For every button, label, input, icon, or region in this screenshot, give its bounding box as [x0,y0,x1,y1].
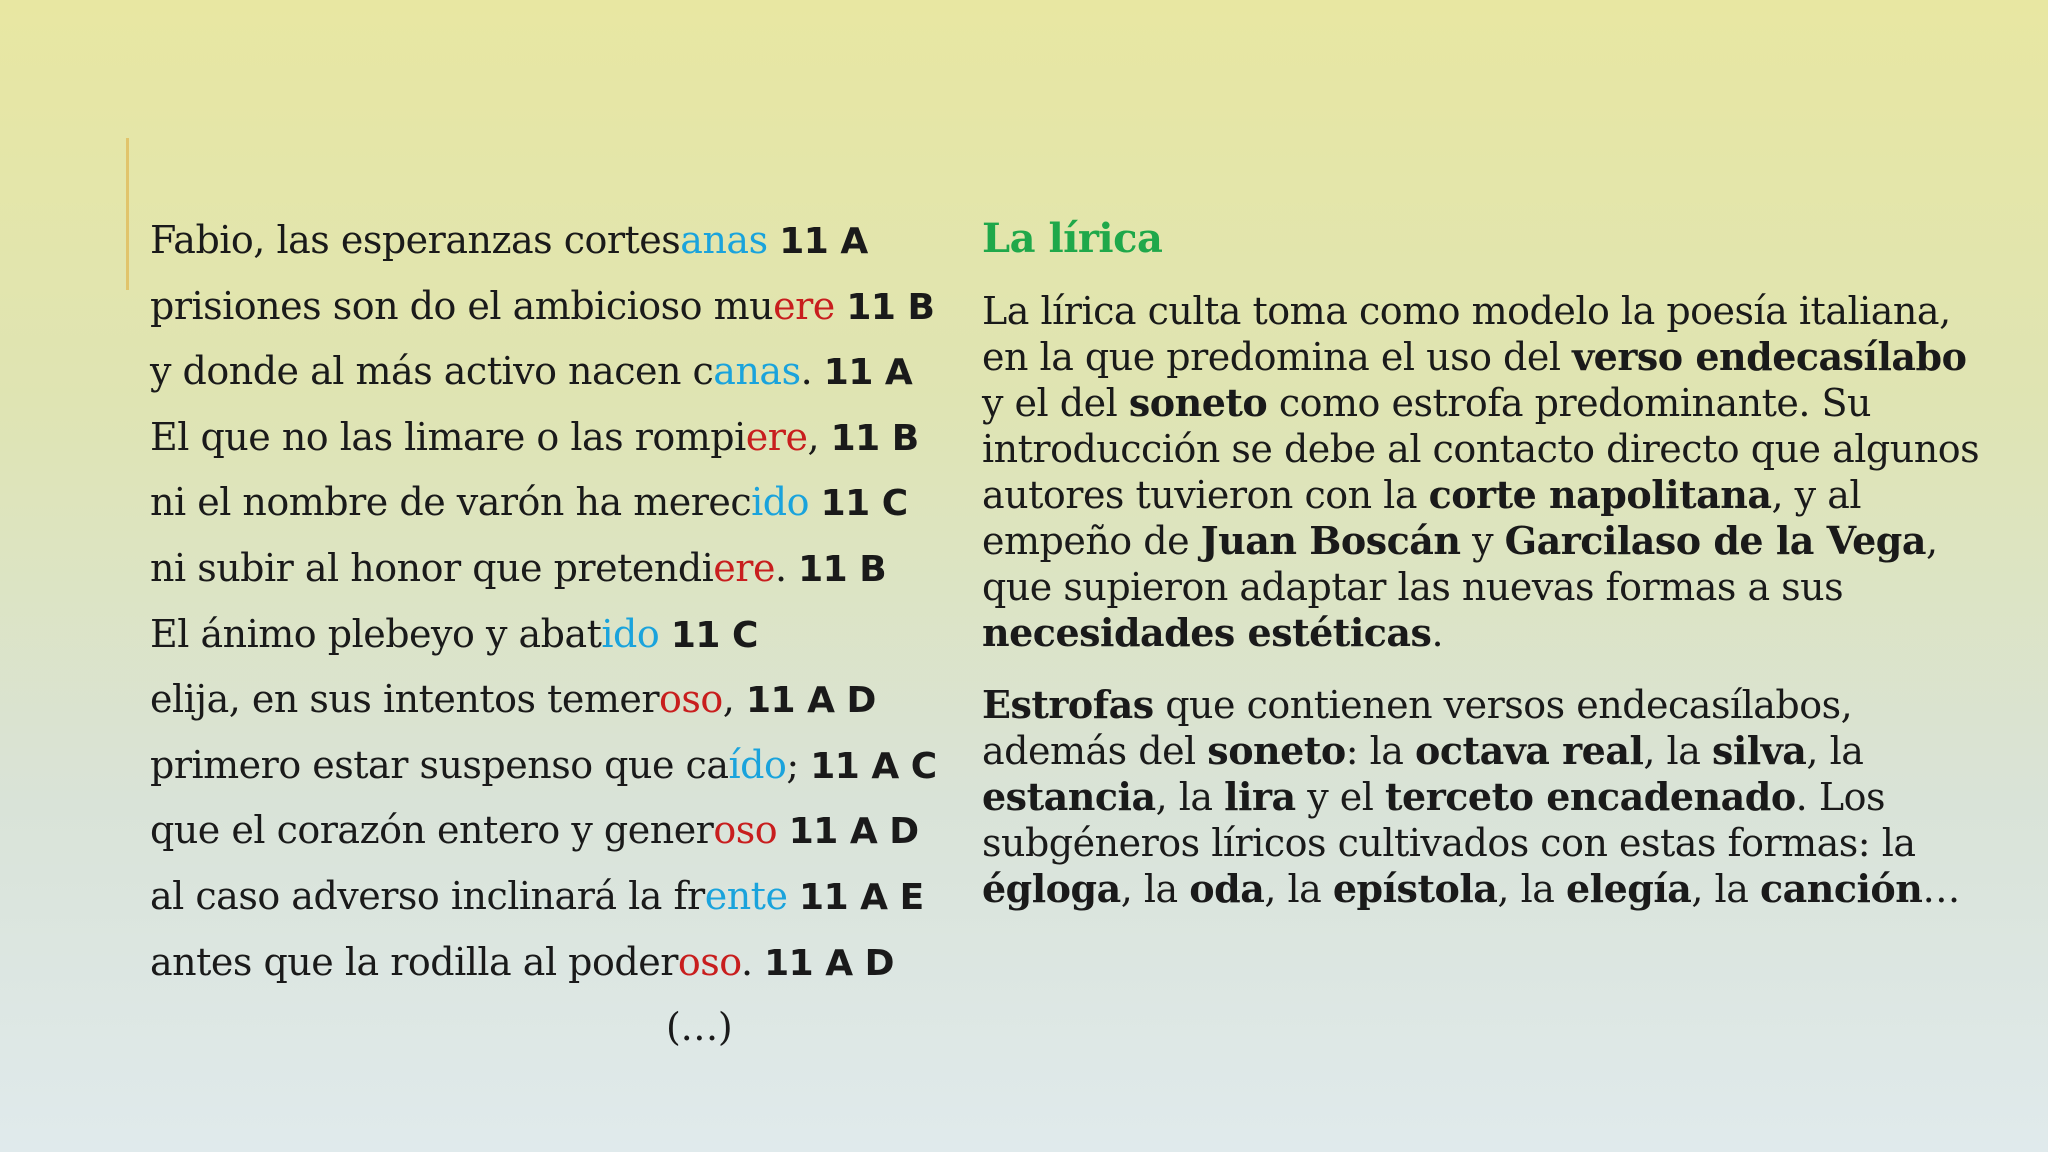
meter-rhyme-code: 11 A D [745,680,876,722]
verse-text: , [722,677,746,722]
paragraph-text: La lírica culta toma como modelo la poesía italiana, en la que predomina el uso del [982,289,1951,379]
verse-text: y donde al más activo nacen c [150,349,714,394]
paragraph-text: , la [1691,867,1760,911]
bold-term: canción [1759,866,1923,911]
verse-text: al caso adverso inclinará la fr [150,873,705,918]
verse-text: . [774,545,799,590]
rhyme-ending: anas [680,218,768,262]
rhyme-ending: oso [677,939,741,984]
meter-rhyme-code: 11 B [830,417,919,459]
meter-rhyme-code: 11 A E [799,876,924,918]
paragraph-text: , y al empeño de [982,473,1862,563]
bold-term: Estrofas [982,682,1154,727]
poem-line [150,208,930,274]
poem-line [150,405,930,471]
poem-block [150,208,937,1061]
accent-bar [126,138,129,290]
meter-rhyme-code: 11 A [823,352,913,394]
poem-line [150,798,930,864]
verse-text: antes que la rodilla al poder [150,939,678,984]
verse-text [768,218,780,262]
rhyme-ending: ente [704,873,788,918]
poem-line [150,339,930,405]
meter-rhyme-code: 11 A D [788,811,919,853]
rhyme-ending: ere [773,283,835,328]
meter-rhyme-code: 11 A [779,221,868,262]
paragraph-text: , la [1120,867,1190,911]
bold-term: verso endecasílabo [1572,334,1967,379]
bold-term: elegía [1565,866,1692,911]
bold-term: lira [1224,774,1296,819]
poem-ellipsis: (…) [666,1005,733,1050]
paragraph-estrofas [982,682,1992,912]
rhyme-ending: ere [713,545,775,590]
poem-line [150,602,930,668]
verse-text: . [740,939,765,984]
rhyme-ending: oso [713,808,778,853]
paragraph-text: , la [1643,729,1712,773]
paragraph-text: y el [1295,775,1385,819]
paragraph-text: . [1431,611,1444,655]
verse-text: Fabio, las esperanzas cortes [150,218,681,262]
section-heading: La lírica [982,215,1163,262]
bold-term: soneto [1207,728,1346,773]
paragraph-text: . Los subgéneros líricos cultivados con estas formas: la [982,775,1916,865]
rhyme-ending: anas [713,349,801,394]
bold-term: égloga [982,866,1121,911]
verse-text: que el corazón entero y gener [150,808,714,853]
explanation-block [982,214,1992,938]
meter-rhyme-code: 11 C [670,614,758,656]
verse-text [809,480,821,524]
poem-line [150,930,930,996]
paragraph-text: como estrofa predominante. Su introducción se debe al contacto directo que algunos autores tuvieron con la [982,381,1980,517]
paragraph-text: que contienen versos endecasílabos, además del [982,683,1853,773]
paragraph-text: … [1922,867,1960,911]
meter-rhyme-code: 11 B [846,286,935,328]
bold-term: necesidades estéticas [982,610,1432,655]
paragraph-text: : la [1345,729,1416,773]
paragraph-lirica-culta [982,288,1992,656]
verse-text: primero estar suspenso que ca [150,742,729,787]
meter-rhyme-code: 11 A C [810,745,937,787]
verse-text [835,284,847,328]
meter-rhyme-code: 11 A D [764,942,895,984]
bold-term: soneto [1128,380,1268,425]
poem-line [150,864,930,930]
paragraph-text: , la [1497,867,1566,911]
bold-term: terceto encadenado [1385,774,1796,819]
verse-text: elija, en sus intentos temer [150,677,660,722]
verse-text [787,874,799,918]
verse-text: El ánimo plebeyo y abat [150,611,602,656]
paragraph-text: , la [1264,867,1333,911]
poem-line [150,274,935,340]
meter-rhyme-code: 11 B [798,548,887,590]
bold-term: oda [1189,866,1265,911]
paragraph-text: , que supieron adaptar las nuevas formas a sus [982,519,1938,609]
verse-text: prisiones son do el ambicioso mu [150,283,774,328]
bold-term: estancia [982,774,1156,819]
rhyme-ending: ído [728,742,787,787]
verse-text: El que no las limare o las rompi [150,414,746,459]
poem-line [150,733,937,799]
bold-term: epístola [1332,866,1498,911]
paragraph-text: , la [1806,729,1864,773]
bold-term: Garcilaso de la Vega [1504,518,1926,563]
rhyme-ending: ido [601,611,660,656]
poem-line [150,470,930,536]
bold-term: Juan Boscán [1200,518,1461,563]
poem-line [150,667,930,733]
paragraph-text: , la [1155,775,1225,819]
verse-text [777,808,789,852]
verse-text [659,612,671,656]
poem-line [150,536,930,602]
meter-rhyme-code: 11 C [820,483,908,525]
rhyme-ending: oso [659,677,723,722]
bold-term: silva [1711,728,1807,773]
bold-term: corte napolitana [1428,472,1772,517]
verse-text: ni subir al honor que pretendi [150,545,714,590]
poem-lines [150,208,937,995]
verse-text: . [800,349,824,394]
verse-text: ni el nombre de varón ha merec [150,480,752,525]
paragraph-text: y el del [982,381,1129,425]
verse-text: , [807,414,831,459]
paragraph-text: y [1460,519,1505,563]
verse-text: ; [786,742,811,787]
rhyme-ending: ere [745,414,808,459]
bold-term: octava real [1415,728,1644,773]
rhyme-ending: ido [751,480,810,525]
